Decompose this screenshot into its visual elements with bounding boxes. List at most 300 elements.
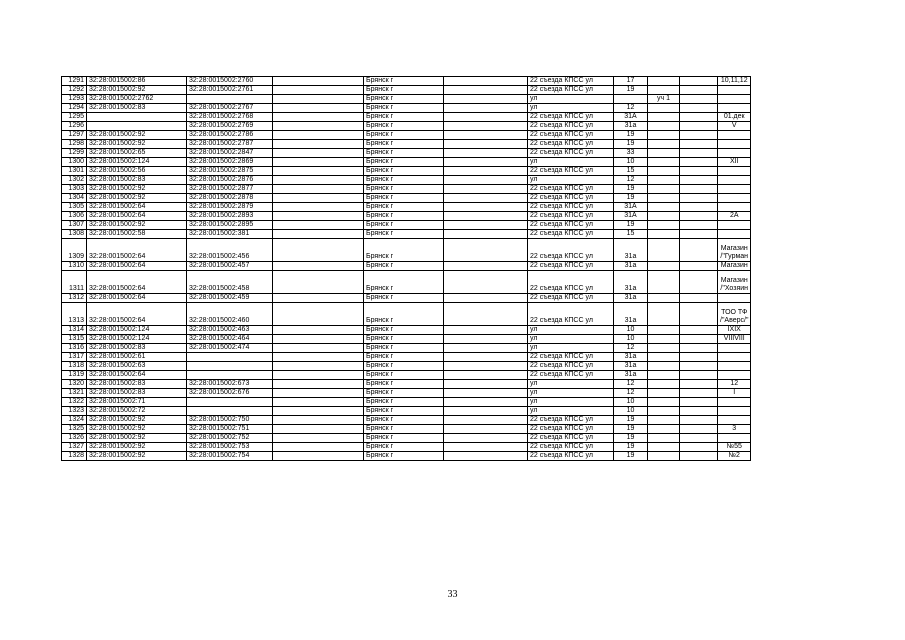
table-row — [62, 294, 751, 303]
cell-cadastral-number-object — [187, 407, 273, 416]
cell-row-number: 1312 — [62, 294, 87, 303]
cell-row-number: 1295 — [62, 113, 87, 122]
cell-cadastral-number-object: 32:28:0015002:753 — [187, 443, 273, 452]
cell-empty-col — [273, 77, 364, 86]
cell-street: ул — [528, 158, 614, 167]
cell-street: 22 съезда КПСС ул — [528, 77, 614, 86]
cell-row-number: 1292 — [62, 86, 87, 95]
cell-cadastral-number-object: 32:28:0015002:2875 — [187, 167, 273, 176]
cell-empty-col — [273, 131, 364, 140]
cell-note: VIIIVIII — [718, 335, 751, 344]
cell-city: Брянск г — [364, 122, 444, 131]
cell-plot — [648, 335, 680, 344]
cell-empty-col — [680, 149, 718, 158]
cell-house-number: 19 — [614, 86, 648, 95]
cell-cadastral-number-parcel: 32:28:0015002:64 — [87, 303, 187, 326]
cell-city: Брянск г — [364, 353, 444, 362]
cell-note — [718, 140, 751, 149]
cell-row-number: 1315 — [62, 335, 87, 344]
cell-empty-col — [444, 362, 528, 371]
cell-row-number: 1299 — [62, 149, 87, 158]
cell-empty-col — [680, 113, 718, 122]
cell-cadastral-number-parcel: 32:28:0015002:63 — [87, 362, 187, 371]
cell-cadastral-number-parcel: 32:28:0015002:58 — [87, 230, 187, 239]
cell-street: 22 съезда КПСС ул — [528, 203, 614, 212]
cell-house-number: 19 — [614, 443, 648, 452]
cell-note: XII — [718, 158, 751, 167]
cell-plot — [648, 140, 680, 149]
cell-cadastral-number-object: 32:28:0015002:751 — [187, 425, 273, 434]
cell-house-number: 17 — [614, 77, 648, 86]
cell-street: ул — [528, 344, 614, 353]
cell-row-number: 1320 — [62, 380, 87, 389]
cell-street: ул — [528, 335, 614, 344]
cell-cadastral-number-parcel: 32:28:0015002:124 — [87, 335, 187, 344]
cell-cadastral-number-object: 32:28:0015002:2786 — [187, 131, 273, 140]
cell-empty-col — [680, 230, 718, 239]
cell-house-number: 31а — [614, 371, 648, 380]
cell-city: Брянск г — [364, 262, 444, 271]
cell-cadastral-number-object: 32:28:0015002:673 — [187, 380, 273, 389]
cell-cadastral-number-parcel: 32:28:0015002:83 — [87, 176, 187, 185]
cell-note: ТОО ТФ /"Аверс/" — [718, 303, 751, 326]
cell-city: Брянск г — [364, 326, 444, 335]
cell-empty-col — [444, 95, 528, 104]
cell-empty-col — [444, 294, 528, 303]
cell-row-number: 1302 — [62, 176, 87, 185]
cell-city: Брянск г — [364, 113, 444, 122]
cell-empty-col — [273, 380, 364, 389]
cell-note: 2А — [718, 212, 751, 221]
cell-note: №55 — [718, 443, 751, 452]
cell-city: Брянск г — [364, 443, 444, 452]
cell-plot — [648, 371, 680, 380]
cell-note — [718, 203, 751, 212]
cell-cadastral-number-object: 32:28:0015002:2869 — [187, 158, 273, 167]
table-row — [62, 362, 751, 371]
table-row — [62, 326, 751, 335]
cell-cadastral-number-parcel: 32:28:0015002:124 — [87, 158, 187, 167]
cell-street: ул — [528, 389, 614, 398]
cell-house-number: 19 — [614, 434, 648, 443]
cell-empty-col — [273, 452, 364, 461]
cell-street: 22 съезда КПСС ул — [528, 194, 614, 203]
cell-plot — [648, 425, 680, 434]
cell-note — [718, 407, 751, 416]
cell-empty-col — [273, 335, 364, 344]
table-row — [62, 131, 751, 140]
cell-empty-col — [444, 425, 528, 434]
cell-plot — [648, 203, 680, 212]
cell-empty-col — [680, 95, 718, 104]
cell-street: 22 съезда КПСС ул — [528, 262, 614, 271]
table-row — [62, 158, 751, 167]
cell-cadastral-number-parcel: 32:28:0015002:64 — [87, 271, 187, 294]
cell-row-number: 1306 — [62, 212, 87, 221]
table-row — [62, 262, 751, 271]
cell-street: ул — [528, 104, 614, 113]
cell-cadastral-number-parcel: 32:28:0015002:64 — [87, 212, 187, 221]
cell-empty-col — [273, 416, 364, 425]
table-row — [62, 194, 751, 203]
cell-row-number: 1294 — [62, 104, 87, 113]
cell-row-number: 1316 — [62, 344, 87, 353]
cell-note — [718, 176, 751, 185]
cell-plot — [648, 230, 680, 239]
cell-street: 22 съезда КПСС ул — [528, 452, 614, 461]
cell-row-number: 1305 — [62, 203, 87, 212]
cell-empty-col — [444, 326, 528, 335]
cell-house-number: 10 — [614, 326, 648, 335]
cell-empty-col — [680, 434, 718, 443]
cell-row-number: 1328 — [62, 452, 87, 461]
cell-plot — [648, 398, 680, 407]
cell-row-number: 1326 — [62, 434, 87, 443]
cell-cadastral-number-object: 32:28:0015002:456 — [187, 239, 273, 262]
cell-street: 22 съезда КПСС ул — [528, 167, 614, 176]
cell-empty-col — [273, 95, 364, 104]
cell-empty-col — [444, 77, 528, 86]
cell-empty-col — [444, 353, 528, 362]
cell-cadastral-number-object: 32:28:0015002:458 — [187, 271, 273, 294]
cell-empty-col — [680, 104, 718, 113]
cell-empty-col — [273, 239, 364, 262]
cell-cadastral-number-parcel: 32:28:0015002:86 — [87, 77, 187, 86]
cell-house-number: 31А — [614, 113, 648, 122]
cell-house-number: 12 — [614, 344, 648, 353]
cell-plot: уч 1 — [648, 95, 680, 104]
cell-note — [718, 95, 751, 104]
cell-plot — [648, 362, 680, 371]
cell-empty-col — [680, 380, 718, 389]
cell-empty-col — [273, 425, 364, 434]
cell-street: ул — [528, 95, 614, 104]
cell-row-number: 1297 — [62, 131, 87, 140]
cell-house-number: 31А — [614, 212, 648, 221]
cell-row-number: 1311 — [62, 271, 87, 294]
table-row — [62, 434, 751, 443]
table-row — [62, 176, 751, 185]
cell-cadastral-number-object: 32:28:0015002:2893 — [187, 212, 273, 221]
cell-cadastral-number-parcel — [87, 113, 187, 122]
cell-house-number: 33 — [614, 149, 648, 158]
cell-empty-col — [444, 140, 528, 149]
table-row — [62, 443, 751, 452]
table-row — [62, 122, 751, 131]
cell-cadastral-number-parcel: 32:28:0015002:92 — [87, 194, 187, 203]
cell-city: Брянск г — [364, 158, 444, 167]
table-row — [62, 271, 751, 294]
cell-street: ул — [528, 176, 614, 185]
cell-house-number: 12 — [614, 104, 648, 113]
cell-note — [718, 221, 751, 230]
cell-house-number: 19 — [614, 194, 648, 203]
cell-empty-col — [680, 77, 718, 86]
table-row — [62, 344, 751, 353]
cell-empty-col — [273, 140, 364, 149]
cell-house-number: 12 — [614, 380, 648, 389]
cell-house-number: 10 — [614, 398, 648, 407]
cell-empty-col — [680, 353, 718, 362]
cell-street: ул — [528, 326, 614, 335]
table-row — [62, 221, 751, 230]
cell-cadastral-number-object: 32:28:0015002:474 — [187, 344, 273, 353]
cell-street: 22 съезда КПСС ул — [528, 221, 614, 230]
cell-row-number: 1303 — [62, 185, 87, 194]
cell-cadastral-number-parcel: 32:28:0015002:64 — [87, 294, 187, 303]
cell-cadastral-number-parcel: 32:28:0015002:83 — [87, 389, 187, 398]
cell-row-number: 1327 — [62, 443, 87, 452]
cell-city: Брянск г — [364, 185, 444, 194]
cell-cadastral-number-parcel: 32:28:0015002:61 — [87, 353, 187, 362]
cell-cadastral-number-object: 32:28:0015002:2895 — [187, 221, 273, 230]
cell-empty-col — [273, 230, 364, 239]
table-row — [62, 140, 751, 149]
cell-empty-col — [680, 185, 718, 194]
cell-row-number: 1321 — [62, 389, 87, 398]
cell-empty-col — [680, 416, 718, 425]
cell-street: 22 съезда КПСС ул — [528, 230, 614, 239]
cell-plot — [648, 104, 680, 113]
table-row — [62, 95, 751, 104]
cell-house-number: 31а — [614, 271, 648, 294]
cell-plot — [648, 452, 680, 461]
cell-empty-col — [444, 122, 528, 131]
cell-cadastral-number-object: 32:28:0015002:2847 — [187, 149, 273, 158]
table-row — [62, 380, 751, 389]
table-row — [62, 203, 751, 212]
table-row — [62, 86, 751, 95]
cell-empty-col — [680, 389, 718, 398]
table-row — [62, 185, 751, 194]
cell-plot — [648, 344, 680, 353]
cell-cadastral-number-object: 32:28:0015002:752 — [187, 434, 273, 443]
cell-cadastral-number-parcel: 32:28:0015002:65 — [87, 149, 187, 158]
cell-city: Брянск г — [364, 104, 444, 113]
cell-note — [718, 149, 751, 158]
cell-cadastral-number-object: 32:28:0015002:676 — [187, 389, 273, 398]
cell-row-number: 1304 — [62, 194, 87, 203]
cell-empty-col — [680, 239, 718, 262]
cell-cadastral-number-parcel: 32:28:0015002:72 — [87, 407, 187, 416]
table-row — [62, 77, 751, 86]
cell-house-number: 31а — [614, 239, 648, 262]
cell-plot — [648, 113, 680, 122]
page-number: 33 — [447, 589, 458, 600]
cell-cadastral-number-object — [187, 95, 273, 104]
cell-row-number: 1307 — [62, 221, 87, 230]
cell-note — [718, 434, 751, 443]
cell-plot — [648, 389, 680, 398]
cell-empty-col — [444, 104, 528, 113]
cell-row-number: 1310 — [62, 262, 87, 271]
cell-empty-col — [273, 294, 364, 303]
cell-empty-col — [680, 194, 718, 203]
cell-note — [718, 194, 751, 203]
cell-street: 22 съезда КПСС ул — [528, 185, 614, 194]
cell-empty-col — [680, 140, 718, 149]
cell-cadastral-number-object: 32:28:0015002:463 — [187, 326, 273, 335]
cell-row-number: 1309 — [62, 239, 87, 262]
cell-plot — [648, 149, 680, 158]
cell-note: Магазин /"Хозяин — [718, 271, 751, 294]
cell-empty-col — [444, 194, 528, 203]
cell-empty-col — [444, 344, 528, 353]
cell-empty-col — [444, 434, 528, 443]
cell-cadastral-number-object: 32:28:0015002:2767 — [187, 104, 273, 113]
cell-plot — [648, 212, 680, 221]
cell-empty-col — [444, 335, 528, 344]
cell-cadastral-number-object: 32:28:0015002:381 — [187, 230, 273, 239]
cell-empty-col — [680, 344, 718, 353]
table-row — [62, 407, 751, 416]
cell-city: Брянск г — [364, 335, 444, 344]
table-row — [62, 389, 751, 398]
cell-empty-col — [680, 362, 718, 371]
cell-city: Брянск г — [364, 77, 444, 86]
table-row — [62, 416, 751, 425]
cell-empty-col — [273, 86, 364, 95]
cell-city: Брянск г — [364, 239, 444, 262]
cell-cadastral-number-parcel: 32:28:0015002:56 — [87, 167, 187, 176]
cell-row-number: 1300 — [62, 158, 87, 167]
cell-plot — [648, 122, 680, 131]
cell-street: 22 съезда КПСС ул — [528, 149, 614, 158]
table-row — [62, 239, 751, 262]
cell-empty-col — [444, 149, 528, 158]
cell-street: 22 съезда КПСС ул — [528, 212, 614, 221]
cell-cadastral-number-parcel: 32:28:0015002:92 — [87, 86, 187, 95]
cell-cadastral-number-parcel: 32:28:0015002:64 — [87, 203, 187, 212]
cell-city: Брянск г — [364, 362, 444, 371]
cell-street: 22 съезда КПСС ул — [528, 86, 614, 95]
cell-cadastral-number-parcel: 32:28:0015002:71 — [87, 398, 187, 407]
cell-row-number: 1319 — [62, 371, 87, 380]
cell-empty-col — [680, 86, 718, 95]
cell-note — [718, 104, 751, 113]
cell-street: 22 съезда КПСС ул — [528, 443, 614, 452]
cell-cadastral-number-parcel: 32:28:0015002:92 — [87, 185, 187, 194]
cell-cadastral-number-object — [187, 371, 273, 380]
cell-city: Брянск г — [364, 452, 444, 461]
cell-street: 22 съезда КПСС ул — [528, 416, 614, 425]
cell-cadastral-number-parcel: 32:28:0015002:124 — [87, 326, 187, 335]
cell-note: 10,11,12 — [718, 77, 751, 86]
property-table — [61, 76, 751, 461]
cell-city: Брянск г — [364, 212, 444, 221]
cell-cadastral-number-object: 32:28:0015002:2761 — [187, 86, 273, 95]
cell-plot — [648, 194, 680, 203]
cell-cadastral-number-object: 32:28:0015002:2877 — [187, 185, 273, 194]
cell-empty-col — [444, 239, 528, 262]
cell-empty-col — [273, 434, 364, 443]
cell-city: Брянск г — [364, 230, 444, 239]
cell-house-number: 31а — [614, 303, 648, 326]
table-row — [62, 303, 751, 326]
cell-note — [718, 416, 751, 425]
cell-cadastral-number-object: 32:28:0015002:2787 — [187, 140, 273, 149]
cell-empty-col — [444, 262, 528, 271]
cell-empty-col — [273, 185, 364, 194]
cell-row-number: 1291 — [62, 77, 87, 86]
cell-row-number: 1293 — [62, 95, 87, 104]
cell-empty-col — [680, 303, 718, 326]
cell-street: 22 съезда КПСС ул — [528, 131, 614, 140]
cell-cadastral-number-parcel: 32:28:0015002:2762 — [87, 95, 187, 104]
cell-row-number: 1323 — [62, 407, 87, 416]
cell-empty-col — [680, 294, 718, 303]
cell-empty-col — [273, 221, 364, 230]
cell-house-number: 12 — [614, 176, 648, 185]
cell-plot — [648, 131, 680, 140]
cell-street: 22 съезда КПСС ул — [528, 353, 614, 362]
cell-empty-col — [273, 371, 364, 380]
cell-empty-col — [444, 131, 528, 140]
cell-cadastral-number-parcel: 32:28:0015002:92 — [87, 452, 187, 461]
cell-house-number: 31а — [614, 294, 648, 303]
cell-cadastral-number-object: 32:28:0015002:750 — [187, 416, 273, 425]
cell-cadastral-number-object: 32:28:0015002:457 — [187, 262, 273, 271]
table-row — [62, 113, 751, 122]
cell-empty-col — [444, 212, 528, 221]
cell-empty-col — [444, 380, 528, 389]
cell-house-number: 31а — [614, 262, 648, 271]
cell-street: 22 съезда КПСС ул — [528, 113, 614, 122]
cell-empty-col — [444, 407, 528, 416]
cell-cadastral-number-parcel: 32:28:0015002:92 — [87, 140, 187, 149]
cell-cadastral-number-object: 32:28:0015002:464 — [187, 335, 273, 344]
cell-empty-col — [680, 212, 718, 221]
cell-house-number: 10 — [614, 335, 648, 344]
cell-street: 22 съезда КПСС ул — [528, 140, 614, 149]
cell-empty-col — [444, 398, 528, 407]
cell-house-number: 15 — [614, 230, 648, 239]
cell-empty-col — [273, 326, 364, 335]
cell-note — [718, 362, 751, 371]
cell-empty-col — [273, 389, 364, 398]
cell-empty-col — [444, 452, 528, 461]
cell-cadastral-number-parcel: 32:28:0015002:83 — [87, 380, 187, 389]
cell-empty-col — [444, 371, 528, 380]
cell-city: Брянск г — [364, 344, 444, 353]
cell-empty-col — [444, 113, 528, 122]
cell-empty-col — [680, 262, 718, 271]
cell-plot — [648, 185, 680, 194]
cell-street: ул — [528, 407, 614, 416]
cell-house-number: 10 — [614, 407, 648, 416]
cell-street: 22 съезда КПСС ул — [528, 122, 614, 131]
cell-empty-col — [273, 203, 364, 212]
cell-empty-col — [444, 185, 528, 194]
cell-city: Брянск г — [364, 371, 444, 380]
table-row — [62, 212, 751, 221]
cell-plot — [648, 167, 680, 176]
cell-note — [718, 131, 751, 140]
cell-city: Брянск г — [364, 416, 444, 425]
cell-cadastral-number-object: 32:28:0015002:2768 — [187, 113, 273, 122]
cell-city: Брянск г — [364, 380, 444, 389]
cell-city: Брянск г — [364, 398, 444, 407]
cell-cadastral-number-object: 32:28:0015002:460 — [187, 303, 273, 326]
cell-plot — [648, 239, 680, 262]
cell-note: Магазин — [718, 262, 751, 271]
cell-empty-col — [444, 443, 528, 452]
cell-row-number: 1318 — [62, 362, 87, 371]
cell-cadastral-number-parcel: 32:28:0015002:83 — [87, 344, 187, 353]
cell-plot — [648, 271, 680, 294]
cell-city: Брянск г — [364, 389, 444, 398]
cell-empty-col — [680, 167, 718, 176]
